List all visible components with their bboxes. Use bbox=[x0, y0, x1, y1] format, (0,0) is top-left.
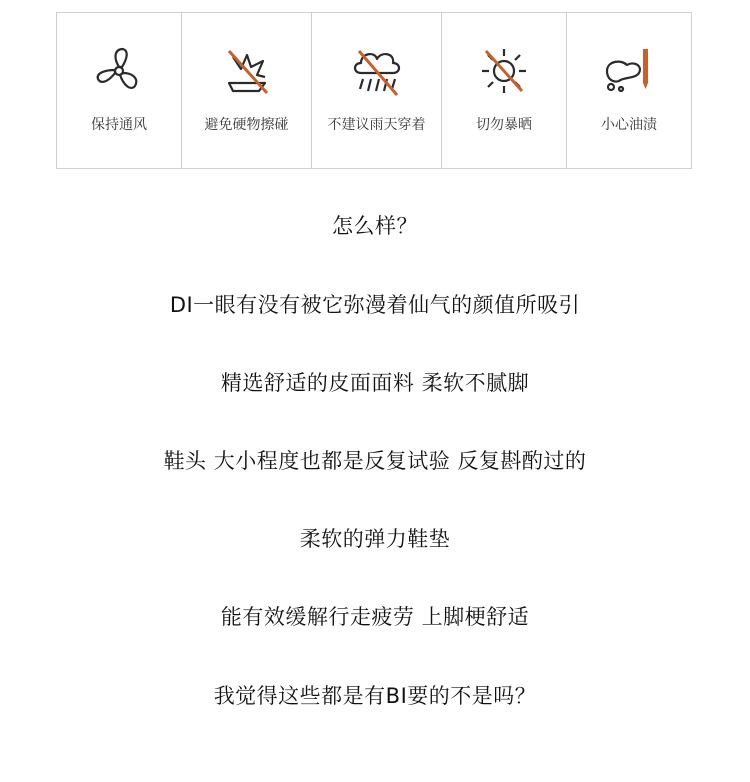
copy-line: DI一眼有没有被它弥漫着仙气的颜值所吸引 bbox=[169, 293, 581, 317]
care-label: 不建议雨天穿着 bbox=[327, 117, 426, 133]
no-rain-icon bbox=[347, 43, 407, 99]
care-label: 小心油渍 bbox=[601, 117, 657, 133]
no-impact-icon bbox=[217, 43, 277, 99]
care-item-oil-stain bbox=[567, 13, 691, 168]
care-label: 保持通风 bbox=[91, 117, 147, 133]
care-item-no-sun bbox=[442, 13, 567, 168]
oil-stain-icon bbox=[599, 43, 659, 99]
care-item-ventilate bbox=[57, 13, 182, 168]
care-instructions bbox=[56, 12, 692, 169]
care-item-no-rain bbox=[312, 13, 442, 168]
care-item-avoid-impact bbox=[182, 13, 312, 168]
copy-line: 怎么样？ bbox=[332, 214, 418, 238]
fan-icon bbox=[89, 43, 149, 99]
copy-line: 能有效缓解行走疲劳 上脚梗舒适 bbox=[220, 605, 530, 629]
no-sun-icon bbox=[474, 43, 534, 99]
copy-line: 柔软的弹力鞋垫 bbox=[299, 527, 451, 551]
copy-line: 精选舒适的皮面面料 柔软不腻脚 bbox=[220, 371, 530, 395]
care-label: 切勿暴晒 bbox=[476, 117, 532, 133]
copy-line: 我觉得这些都是有BI要的不是吗？ bbox=[213, 684, 537, 708]
copy-line: 鞋头 大小程度也都是反复试验 反复斟酌过的 bbox=[163, 449, 587, 473]
care-label: 避免硬物擦碰 bbox=[204, 117, 289, 133]
